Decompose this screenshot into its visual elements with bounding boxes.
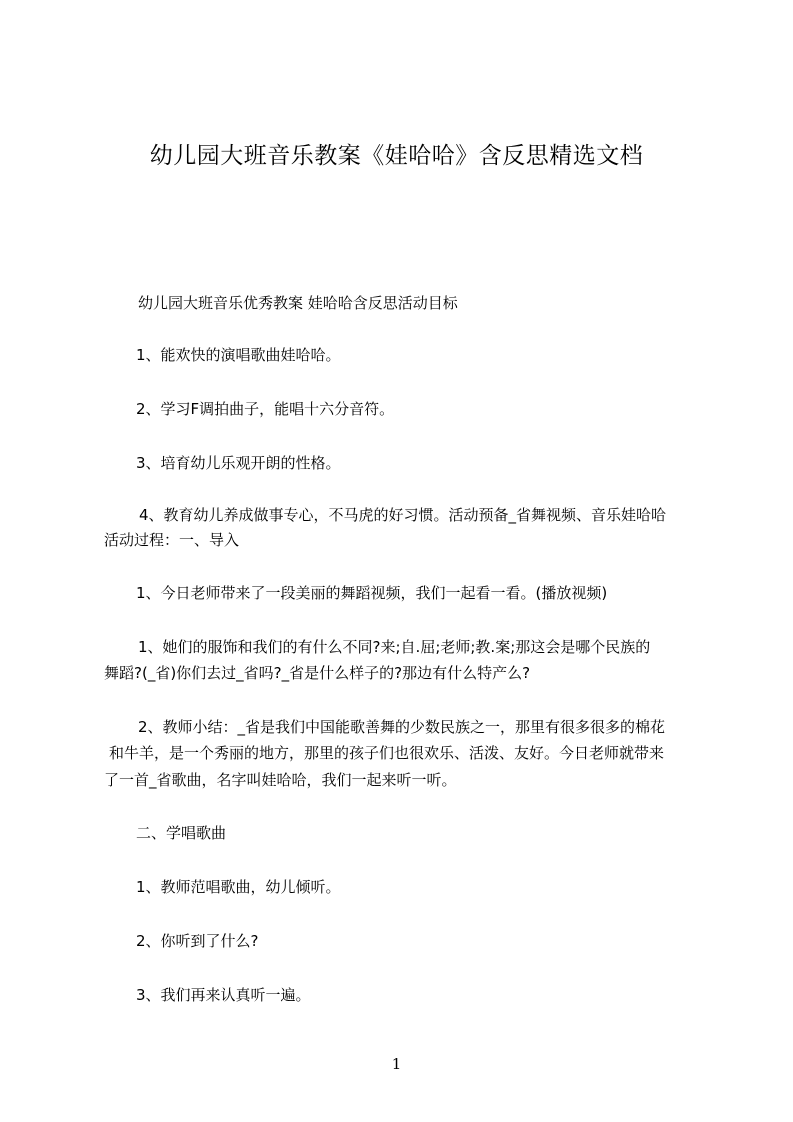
document-title: 幼儿园大班音乐教案《娃哈哈》含反思精选文档 [149, 143, 644, 169]
section-2-heading: 二、学唱歌曲 [136, 824, 227, 842]
question-line-2: 舞蹈?(_省)你们去过_省吗?_省是什么样子的?那边有什么特产么? [104, 664, 531, 682]
goal-item-4-continuation: 活动过程：一、导入 [104, 531, 240, 549]
section-2-item-1: 1、教师范唱歌曲，幼儿倾听。 [136, 878, 341, 896]
goal-item-3: 3、培育幼儿乐观开朗的性格。 [136, 454, 341, 472]
summary-line-2: 和牛羊，是一个秀丽的地方，那里的孩子们也很欢乐、活泼、友好。今日老师就带来 [109, 744, 665, 762]
goal-item-4: 4、教育幼儿养成做事专心，不马虎的好习惯。活动预备_省舞视频、音乐娃哈哈 [139, 506, 667, 524]
question-line-1: 1、她们的服饰和我们的有什么不同?来;自.屈;老师;教.案;那这会是哪个民族的 [138, 638, 651, 656]
page-number: 1 [391, 1055, 402, 1073]
subtitle-line: 幼儿园大班音乐优秀教案 娃哈哈含反思活动目标 [138, 294, 458, 312]
intro-item-1: 1、今日老师带来了一段美丽的舞蹈视频，我们一起看一看。(播放视频) [136, 584, 608, 602]
goal-item-1: 1、能欢快的演唱歌曲娃哈哈。 [136, 346, 341, 364]
summary-line-1: 2、教师小结：_省是我们中国能歌善舞的少数民族之一，那里有很多很多的棉花 [138, 718, 666, 736]
goal-item-2: 2、学习F调拍曲子，能唱十六分音符。 [136, 400, 395, 418]
section-2-item-3: 3、我们再来认真听一遍。 [136, 986, 311, 1004]
summary-line-3: 了一首_省歌曲，名字叫娃哈哈，我们一起来听一听。 [104, 771, 457, 789]
section-2-item-2: 2、你听到了什么? [136, 932, 259, 950]
